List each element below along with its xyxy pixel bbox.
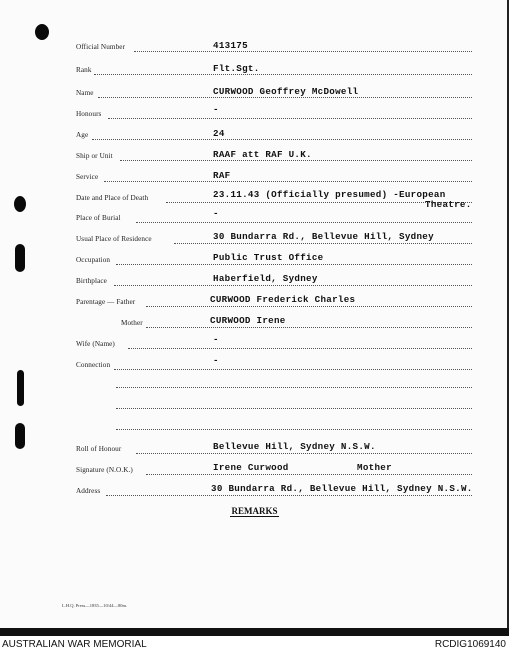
blank-dotted-line — [116, 429, 472, 430]
dotted-line — [146, 327, 472, 328]
label-address: Address — [76, 487, 101, 495]
dotted-line — [120, 160, 472, 161]
punch-hole-mid-2 — [15, 244, 25, 272]
value-honours: - — [213, 104, 219, 115]
caption-institution: AUSTRALIAN WAR MEMORIAL — [2, 639, 147, 650]
label-birthplace: Birthplace — [76, 277, 107, 285]
remarks-heading-text: REMARKS — [231, 506, 278, 516]
value-rank: Flt.Sgt. — [213, 63, 260, 74]
value-wife: - — [213, 334, 219, 345]
dotted-line — [108, 118, 472, 119]
page-edge-bottom — [0, 628, 509, 636]
value-official-number: 413175 — [213, 40, 248, 51]
blank-dotted-line — [116, 408, 472, 409]
value-date-place-of-death: 23.11.43 (Officially presumed) -European — [213, 189, 446, 200]
value-age: 24 — [213, 128, 225, 139]
value-ship-or-unit: RAAF att RAF U.K. — [213, 149, 312, 160]
dotted-line — [94, 74, 472, 75]
dotted-line — [116, 264, 472, 265]
value-occupation: Public Trust Office — [213, 252, 324, 263]
value-service: RAF — [213, 170, 231, 181]
label-official-number: Official Number — [76, 43, 126, 51]
value-birthplace: Haberfield, Sydney — [213, 273, 318, 284]
label-date-place-of-death: Date and Place of Death — [76, 194, 149, 202]
value-parentage-father: CURWOOD Frederick Charles — [210, 294, 356, 305]
value-signature-nok: Irene Curwood — [213, 462, 289, 473]
label-age: Age — [76, 131, 89, 139]
dotted-line — [146, 474, 472, 475]
label-place-of-burial: Place of Burial — [76, 214, 121, 222]
value-place-of-burial: - — [213, 208, 219, 219]
punch-hole-top — [35, 24, 49, 40]
remarks-heading — [0, 506, 509, 516]
label-signature-nok: Signature (N.O.K.) — [76, 466, 133, 474]
value-parentage-mother: CURWOOD Irene — [210, 315, 286, 326]
punch-hole-low — [15, 423, 25, 449]
dotted-line — [146, 306, 472, 307]
label-rank: Rank — [76, 66, 92, 74]
dotted-line — [98, 97, 472, 98]
blank-dotted-line — [116, 387, 472, 388]
value-date-place-of-death-cont: Theatre. — [425, 199, 472, 210]
label-service: Service — [76, 173, 99, 181]
dotted-line — [114, 285, 472, 286]
label-parentage-mother: Mother — [121, 319, 143, 327]
dotted-line — [106, 495, 472, 496]
value-connection: - — [213, 355, 219, 366]
label-roll-of-honour: Roll of Honour — [76, 445, 122, 453]
value-signature-relation: Mother — [357, 462, 392, 473]
caption-record-id: RCDIG1069140 — [434, 639, 506, 650]
label-ship-or-unit: Ship or Unit — [76, 152, 113, 160]
label-connection: Connection — [76, 361, 111, 369]
label-usual-residence: Usual Place of Residence — [76, 235, 152, 243]
dotted-line — [114, 369, 472, 370]
dotted-line — [134, 51, 472, 52]
value-address: 30 Bundarra Rd., Bellevue Hill, Sydney N.S.W. — [211, 483, 473, 494]
dotted-line — [128, 348, 472, 349]
caption-bar — [0, 636, 509, 654]
dotted-line — [92, 139, 472, 140]
punch-hole-mid-3 — [17, 370, 24, 406]
punch-hole-mid-1 — [14, 196, 26, 212]
print-note: L.H.Q. Press—1835—10/44—80m. — [62, 603, 128, 608]
label-wife: Wife (Name) — [76, 340, 115, 348]
dotted-line — [136, 222, 472, 223]
dotted-line — [174, 243, 472, 244]
value-usual-residence: 30 Bundarra Rd., Bellevue Hill, Sydney — [213, 231, 434, 242]
value-roll-of-honour: Bellevue Hill, Sydney N.S.W. — [213, 441, 376, 452]
dotted-line — [136, 453, 472, 454]
label-occupation: Occupation — [76, 256, 111, 264]
value-name: CURWOOD Geoffrey McDowell — [213, 86, 359, 97]
label-name: Name — [76, 89, 94, 97]
label-honours: Honours — [76, 110, 102, 118]
label-parentage-father: Parentage — Father — [76, 298, 136, 306]
dotted-line — [104, 181, 472, 182]
